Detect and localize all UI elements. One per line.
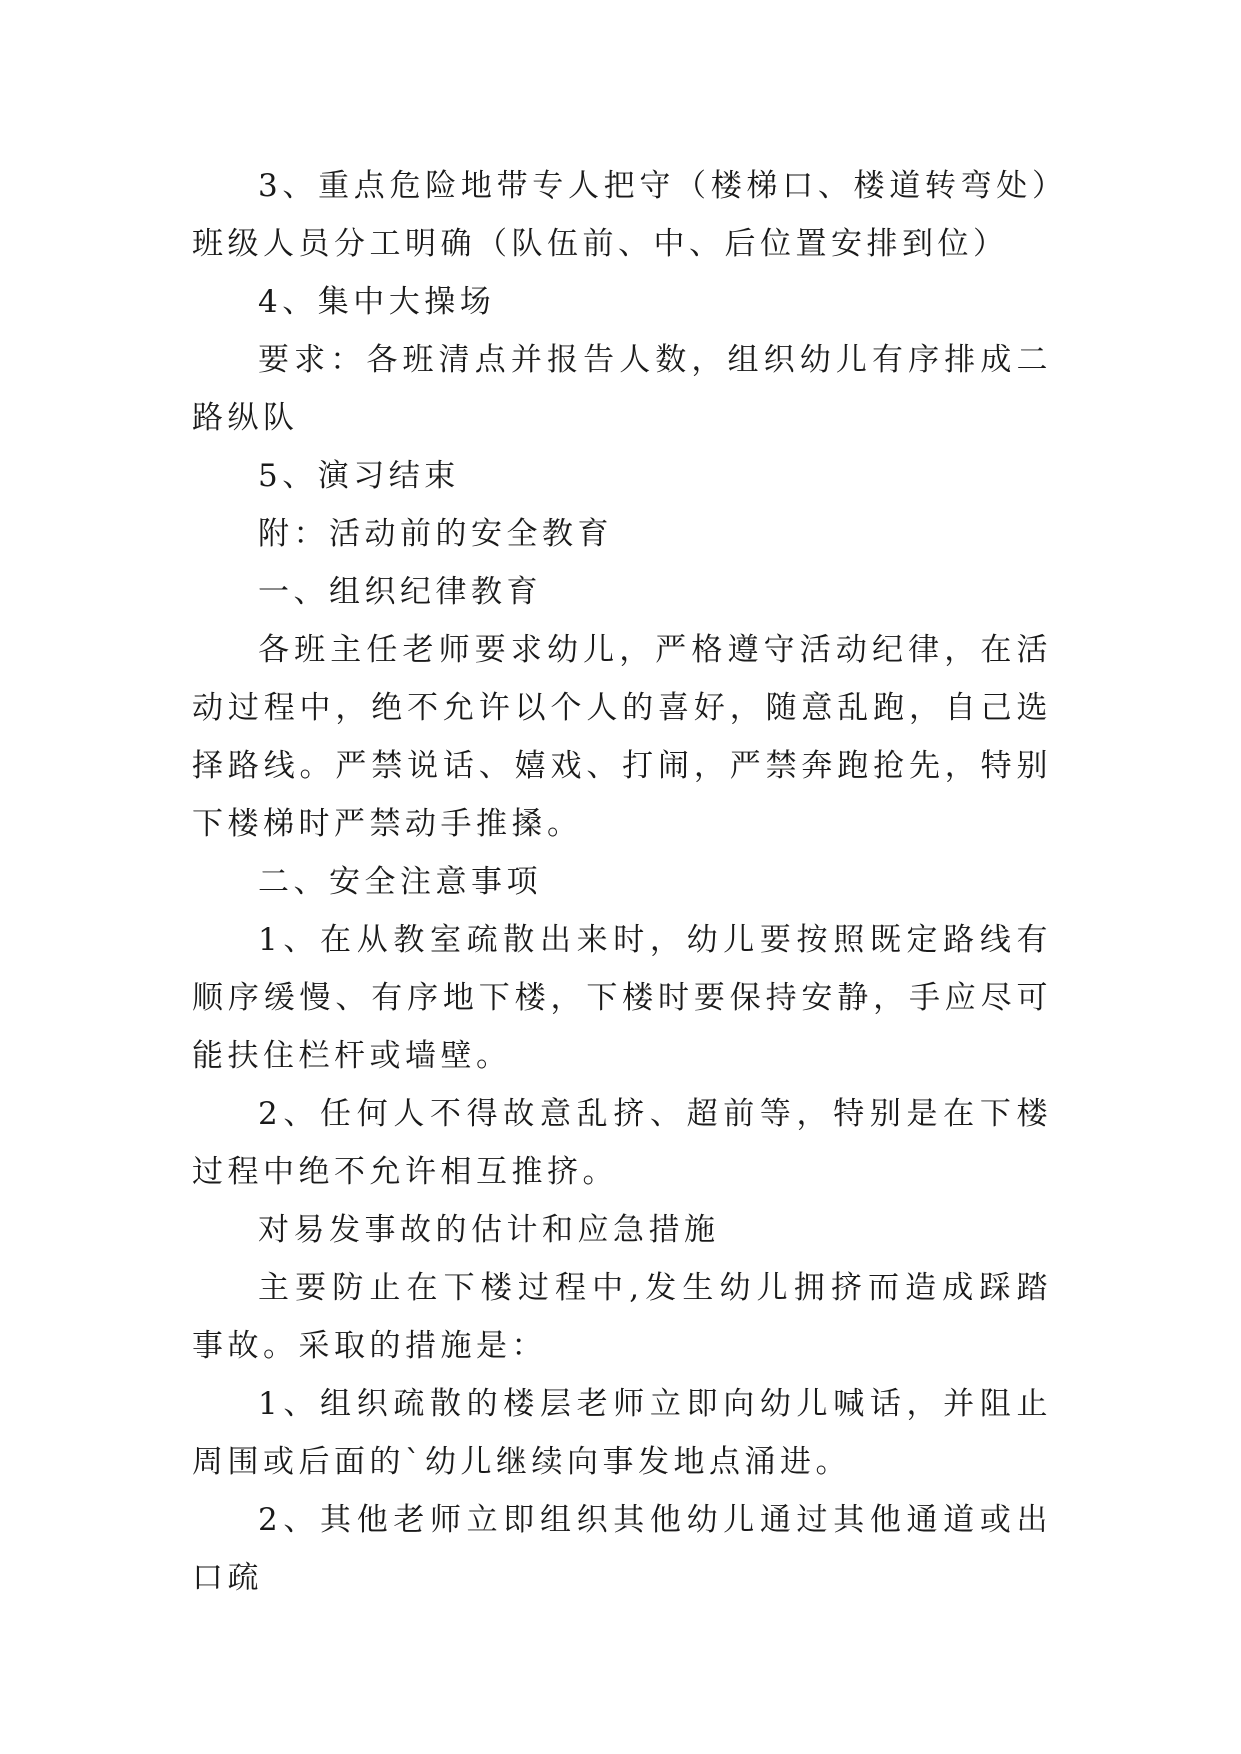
paragraph-discipline-rules: 各班主任老师要求幼儿，严格遵守活动纪律，在活动过程中，绝不允许以个人的喜好，随意乱跑，自己选择路线。严禁说话、嬉戏、打闹，严禁奔跑抢先，特别下楼梯时严禁动手推搡。: [192, 632, 1052, 842]
paragraph-emergency-intro: 主要防止在下楼过程中,发生幼儿拥挤而造成踩踏事故。采取的措施是：: [192, 1270, 1052, 1364]
section-heading-emergency: 对易发事故的估计和应急措施: [258, 1212, 720, 1248]
paragraph-drill-end: 5、演习结束: [258, 458, 460, 494]
section-heading-discipline: 一、组织纪律教育: [258, 574, 542, 610]
paragraph-appendix-heading: 附：活动前的安全教育: [258, 516, 613, 552]
paragraph-measure-1: 1、组织疏散的楼层老师立即向幼儿喊话，并阻止周围或后面的`幼儿继续向事发地点涌进。: [192, 1386, 1052, 1480]
section-heading-safety: 二、安全注意事项: [258, 864, 542, 900]
paragraph-stair-guard: 3、重点危险地带专人把守（楼梯口、楼道转弯处）班级人员分工明确（队伍前、中、后位置安排到位）: [192, 168, 1052, 262]
paragraph-safety-item-2: 2、任何人不得故意乱挤、超前等，特别是在下楼过程中绝不允许相互推挤。: [192, 1096, 1052, 1190]
paragraph-measure-2: 2、其他老师立即组织其他幼儿通过其他通道或出口疏: [192, 1502, 1052, 1596]
document-body: [192, 157, 1052, 1607]
paragraph-headcount-requirement: 要求：各班清点并报告人数，组织幼儿有序排成二路纵队: [192, 342, 1052, 436]
paragraph-gather-playground: 4、集中大操场: [258, 284, 496, 320]
paragraph-safety-item-1: 1、在从教室疏散出来时，幼儿要按照既定路线有顺序缓慢、有序地下楼，下楼时要保持安静，手应尽可能扶住栏杆或墙壁。: [192, 922, 1052, 1074]
